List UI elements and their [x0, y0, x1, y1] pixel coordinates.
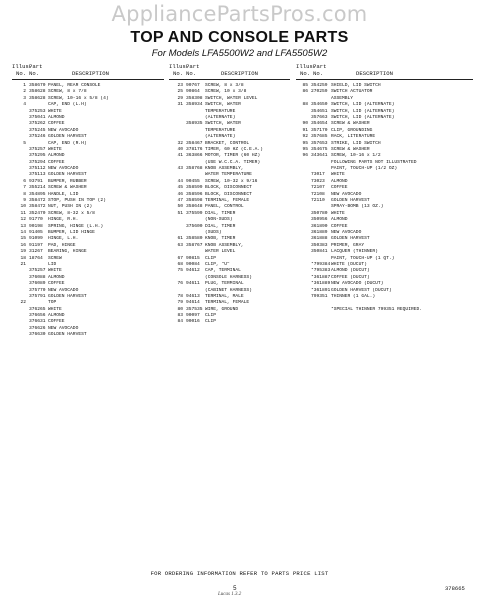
illus-number: 9: [23, 198, 26, 204]
part-number: 375246: [29, 134, 46, 140]
illus-number: 44: [177, 178, 183, 184]
part-description: NEW AVOCADO: [331, 191, 362, 197]
document-number: 378665: [445, 585, 465, 592]
part-number: 350841: [311, 249, 328, 255]
illus-number: 96: [302, 153, 308, 159]
part-description: WATER LEVEL: [205, 249, 236, 255]
part-description: RACK, LITERATURE: [331, 134, 376, 140]
part-description: COFFEE: [48, 319, 65, 325]
part-number: 354654: [311, 121, 328, 127]
header-no: No.: [173, 70, 184, 77]
part-description: *SPECIAL THINNER 799351 REQUIRED.: [331, 306, 422, 312]
part-description: ASSEMBLY: [331, 95, 354, 101]
illus-number: 85: [302, 83, 308, 88]
part-description: STRIKE, LID SWITCH: [331, 140, 381, 146]
page-number: 5: [233, 585, 237, 592]
part-number: 73023: [311, 178, 325, 184]
part-description: BUMPER, RUBBER: [48, 178, 87, 184]
part-description: NEW AVOCADO: [48, 166, 79, 172]
part-number: 361890: [311, 223, 328, 229]
part-description: ALMOND: [48, 114, 65, 120]
part-description: WHITE: [331, 210, 345, 216]
handwritten-scribble: Lucas 1.3.2: [218, 592, 242, 597]
part-description: SWITCH ACTUATOR: [331, 89, 373, 95]
column-header: [12, 64, 164, 80]
part-description: SCREW, 8-32 x 5/8: [48, 210, 95, 216]
part-description: (NON-SUDS): [205, 217, 233, 223]
part-number: 375257: [29, 268, 46, 274]
illus-number: 31: [177, 102, 183, 108]
part-description: SCREW, 10-16 x 1/2: [331, 153, 381, 159]
part-number: 90815: [186, 255, 200, 261]
part-description: COFFEE: [48, 121, 65, 127]
part-number: 358628: [29, 95, 46, 101]
part-description: COFFEE (DUCUT): [331, 274, 370, 280]
part-number: 354675: [311, 146, 328, 152]
header-part-no: No.: [186, 70, 197, 77]
part-description: NEW AVOCADO: [48, 287, 79, 293]
part-number: *795383: [311, 268, 331, 274]
part-number: 376631: [29, 319, 46, 325]
part-number: *361887: [311, 274, 331, 280]
illus-number: 12: [20, 217, 26, 223]
column-header: [296, 64, 473, 80]
part-description: ALMOND (DUCUT): [331, 268, 370, 274]
part-row: [296, 307, 473, 313]
part-number: 358472: [29, 204, 46, 210]
part-number: 358580: [186, 236, 203, 242]
illus-number: 1: [23, 83, 26, 88]
part-description: CAP, END (R.H): [48, 140, 87, 146]
part-description: GOLDEN HARVEST: [48, 172, 87, 178]
part-number: 350956: [311, 217, 328, 223]
illus-number: 14: [20, 229, 26, 235]
part-row: [12, 332, 164, 338]
part-number: 375791: [29, 293, 46, 299]
part-number: 343641: [311, 153, 328, 159]
part-number: 375294: [29, 159, 46, 165]
illus-number: 13: [20, 223, 26, 229]
part-description: COFFEE: [331, 185, 348, 191]
part-description: GOLDEN HARVEST: [48, 134, 87, 140]
illus-number: 88: [302, 102, 308, 108]
part-description: WATER TEMPERATURE: [205, 172, 252, 178]
illus-number: 16: [20, 242, 26, 248]
part-description: STOP, PUSH IN TOP (2): [48, 198, 106, 204]
part-number: 375600: [186, 223, 203, 229]
illus-number: 19: [20, 249, 26, 255]
part-number: 358472: [29, 198, 46, 204]
illus-number: 6: [23, 178, 26, 184]
illus-number: 78: [177, 293, 183, 299]
part-description: ALMOND: [48, 153, 65, 159]
part-description: SWITCH, WATER LEVEL: [205, 95, 258, 101]
illus-number: 8: [23, 191, 26, 197]
parts-list-2: [169, 83, 290, 326]
part-description: NEW AVOCADO: [48, 127, 79, 133]
part-number: 358648: [186, 204, 203, 210]
part-description: CAP, TERMINAL: [205, 268, 241, 274]
part-number: 90198: [29, 223, 43, 229]
part-number: 91405: [29, 229, 43, 235]
part-description: SPRAY-BOMB (13 OZ.): [331, 204, 384, 210]
part-description: WHITE (DUCUT): [331, 261, 367, 267]
header-description: DESCRIPTION: [221, 70, 258, 77]
illus-number: 92: [302, 134, 308, 140]
part-number: 358467: [186, 140, 203, 146]
illus-number: 68: [177, 261, 183, 267]
part-number: 357535: [186, 306, 203, 312]
part-description: BUMPER, LID HINGE: [48, 229, 95, 235]
part-description: CLIP: [205, 255, 217, 261]
parts-list-3: [296, 83, 473, 313]
part-number: 90455: [186, 178, 200, 184]
part-number: 90097: [186, 313, 200, 319]
part-description: THINNER (1 GAL.): [331, 293, 376, 299]
illus-number: 80: [177, 306, 183, 312]
header-part: Part: [29, 63, 43, 70]
part-description: GOLDEN HARVEST: [331, 198, 370, 204]
illus-number: [12, 332, 29, 338]
part-description: SCREW, 10-32 x 9/16: [205, 178, 258, 184]
part-number: 354895: [29, 191, 46, 197]
illus-number: 83: [177, 313, 183, 319]
part-description: BLOCK, DISCONNECT: [205, 191, 252, 197]
part-number: 94614: [186, 300, 200, 306]
part-description: SWITCH, WATER: [205, 102, 241, 108]
part-description: (SUDS): [205, 229, 222, 235]
part-number: 799351: [311, 293, 328, 299]
header-description: DESCRIPTION: [356, 70, 393, 77]
header-illus: Illus.: [296, 63, 317, 70]
part-description: SCREW & WASHER: [331, 121, 370, 127]
parts-column-3: [296, 64, 473, 313]
part-description: PAINT, TOUCH-UP (1/2 OZ): [331, 166, 398, 172]
illus-number: 23: [177, 83, 183, 88]
header-no: No.: [300, 70, 311, 77]
part-description: PLUG, TERMINAL: [205, 281, 244, 287]
illus-number: 79: [177, 300, 183, 306]
part-description: ALMOND: [331, 217, 348, 223]
part-number: 93791: [29, 178, 43, 184]
part-number: *361891: [311, 287, 331, 293]
ordering-note: FOR ORDERING INFORMATION REFER TO PARTS PRICE LIST: [150, 570, 329, 577]
part-description: COFFEE: [331, 223, 348, 229]
page-subtitle: For Models LFA5500W2 and LFA5505W2: [151, 48, 328, 59]
part-description: MOTOR, TIMER (60 HZ): [205, 153, 261, 159]
part-number: 354650: [311, 102, 328, 108]
part-number: 358768: [186, 166, 203, 172]
illus-number: 95: [302, 146, 308, 152]
part-description: LID: [48, 261, 57, 267]
part-description: SCREW, 8 x 3/8: [205, 83, 244, 88]
part-number: 350780: [311, 210, 328, 216]
illus-number: 4: [23, 102, 26, 108]
illus-number: [296, 307, 311, 313]
illus-number: 43: [177, 166, 183, 172]
illus-number: 32: [177, 140, 183, 146]
part-row: [169, 319, 290, 325]
illus-number: 10: [20, 204, 26, 210]
part-number: 94611: [186, 281, 200, 287]
part-description: GOLDEN HARVEST: [331, 236, 370, 242]
part-number: 358596: [186, 191, 203, 197]
part-description: ALMOND: [48, 313, 65, 319]
illus-number: 91: [302, 127, 308, 133]
part-number: 352470: [29, 210, 46, 216]
part-description: DIAL, TIMER: [205, 210, 236, 216]
part-number: 375770: [29, 287, 46, 293]
part-description: GOLDEN HARVEST: [48, 332, 87, 338]
part-number: 358308: [186, 95, 203, 101]
illus-number: 84: [177, 319, 183, 325]
part-description: BRACKET, CONTROL: [205, 140, 250, 146]
illus-number: 40: [177, 146, 183, 152]
illus-number: 22: [20, 300, 26, 306]
part-description: TEMPERATURE: [205, 108, 236, 114]
illus-number: 15: [20, 236, 26, 242]
header-description: DESCRIPTION: [72, 70, 109, 77]
part-description: NUT, PUSH IN (2): [48, 204, 93, 210]
part-number: 357653: [311, 140, 328, 146]
part-number: 94612: [186, 268, 200, 274]
part-description: PAINT, TOUCH-UP (1 QT.): [331, 255, 395, 261]
part-description: PANEL, REAR CONSOLE: [48, 83, 101, 88]
part-description: ALMOND: [331, 178, 348, 184]
illus-number: 11: [20, 210, 26, 216]
part-description: ALMOND: [48, 274, 65, 280]
part-number: 376656: [29, 313, 46, 319]
part-number: *361889: [311, 281, 331, 287]
part-number: 375112: [29, 166, 46, 172]
part-number: 90016: [186, 319, 200, 325]
part-description: WHITE: [48, 146, 62, 152]
illus-number: 41: [177, 153, 183, 159]
part-description: BEARING, HINGE: [48, 249, 87, 255]
part-number: 375295: [29, 153, 46, 159]
header-part-no: No.: [29, 70, 40, 77]
part-number: 363866: [186, 153, 203, 159]
illus-number: 90: [302, 121, 308, 127]
part-number: 18764: [29, 255, 43, 261]
part-description: SWITCH, LID (ALTERNATE): [331, 114, 395, 120]
part-description: (CABINET HARNESS): [205, 287, 252, 293]
part-description: SWITCH, LID (ALTERNATE): [331, 108, 395, 114]
part-number: 90084: [186, 261, 200, 267]
part-description: NEW AVOCADO: [48, 325, 79, 331]
illus-number: 75: [177, 268, 183, 274]
part-description: SCREW & WASHER: [48, 185, 87, 191]
header-no: No.: [16, 70, 27, 77]
part-number: 376630: [29, 332, 46, 338]
part-number: 378176: [186, 146, 203, 152]
part-description: PRIMER, GRAY: [331, 242, 365, 248]
part-description: WHITE: [48, 268, 62, 274]
part-number: [311, 307, 331, 313]
illus-number: 63: [177, 242, 183, 248]
part-number: 358628: [29, 89, 46, 95]
illus-number: 18: [20, 255, 26, 261]
parts-column-1: [12, 64, 164, 339]
part-number: 375262: [29, 121, 46, 127]
part-number: 375113: [29, 172, 46, 178]
part-description: CLIP: [205, 313, 217, 319]
part-number: 91197: [29, 242, 43, 248]
part-description: WIRE, GROUND: [205, 306, 239, 312]
part-description: FOLLOWING PARTS NOT ILLUSTRATED: [331, 159, 417, 165]
part-number: 90864: [186, 89, 200, 95]
illus-number: 86: [302, 89, 308, 95]
part-number: 350383: [311, 242, 328, 248]
part-description: SWITCH, WATER: [205, 121, 241, 127]
watermark: AppliancePartsPros.com: [111, 2, 368, 26]
illus-number: 21: [20, 261, 26, 267]
part-number: 376626: [29, 325, 46, 331]
part-description: CAP, END (L.H): [48, 102, 87, 108]
part-description: TIMER, 60 HZ (C.E.A.): [205, 146, 263, 152]
part-description: (ALTERNATE): [205, 134, 236, 140]
part-description: (USE W.C.C.A. TIMER): [205, 159, 261, 165]
part-description: SPRING, HINGE (L.H.): [48, 223, 104, 229]
part-number: 375257: [29, 146, 46, 152]
part-description: SHIELD, LID SWITCH: [331, 83, 381, 88]
part-number: 94613: [186, 293, 200, 299]
part-description: NEW AVOCADO (DUCUT): [331, 281, 384, 287]
header-part: Part: [313, 63, 327, 70]
header-illus: Illus.: [169, 63, 190, 70]
part-number: 375041: [29, 114, 46, 120]
part-number: 90767: [186, 83, 200, 88]
part-description: PANEL, CONTROL: [205, 204, 244, 210]
part-description: (CONSOLE HARNESS): [205, 274, 252, 280]
part-description: TOP: [48, 300, 57, 306]
part-description: GOLDEN HARVEST: [48, 293, 87, 299]
part-description: TERMINAL, MALE: [205, 293, 244, 299]
part-description: TERMINAL, FEMALE: [205, 198, 250, 204]
part-description: TERMINAL, FEMALE: [205, 300, 250, 306]
parts-column-2: [169, 64, 290, 326]
part-number: 357663: [311, 114, 328, 120]
part-description: CLIP: [205, 319, 217, 325]
part-number: 72107: [311, 185, 325, 191]
part-number: 91770: [29, 217, 43, 223]
part-number: 358767: [186, 242, 203, 248]
header-part-no: No.: [313, 70, 324, 77]
part-number: 354259: [311, 83, 328, 88]
header-part: Part: [186, 63, 200, 70]
illus-number: 5: [23, 140, 26, 146]
part-description: COFFEE: [48, 281, 65, 287]
part-number: 73017: [311, 172, 325, 178]
illus-number: 45: [177, 185, 183, 191]
part-description: WHITE: [48, 306, 62, 312]
part-number: 376265: [29, 306, 46, 312]
part-number: 358599: [186, 185, 203, 191]
page-title: TOP AND CONSOLE PARTS: [130, 29, 349, 46]
part-description: LACQUER (THINNER): [331, 249, 378, 255]
illus-number: 7: [23, 185, 26, 191]
part-number: 376088: [29, 274, 46, 280]
illus-number: 46: [177, 191, 183, 197]
part-description: SCREW & WASHER: [331, 146, 370, 152]
part-number: *799384: [311, 261, 331, 267]
part-number: 375253: [29, 108, 46, 114]
column-header: [169, 64, 290, 80]
part-description: SCREW, 10 x 3/8: [205, 89, 247, 95]
illus-number: 67: [177, 255, 183, 261]
part-description: HANDLE, LID: [48, 191, 79, 197]
part-number: 358935: [186, 121, 203, 127]
part-description: (ALTERNATE): [205, 114, 236, 120]
part-number: 31267: [29, 249, 43, 255]
part-number: 358934: [186, 102, 203, 108]
part-number: 376089: [29, 281, 46, 287]
part-description: DIAL, TIMER: [205, 223, 236, 229]
part-description: WHITE: [48, 108, 62, 114]
part-number: 358670: [29, 83, 46, 88]
part-description: COFFEE: [48, 159, 65, 165]
part-number: 357170: [311, 127, 328, 133]
part-description: CLIP, GROUNDING: [331, 127, 373, 133]
part-description: SWITCH, LID (ALTERNATE): [331, 102, 395, 108]
part-number: 358598: [186, 198, 203, 204]
part-description: SCREW: [48, 255, 62, 261]
part-number: 270259: [311, 89, 328, 95]
illus-number: 51: [177, 210, 183, 216]
part-description: HINGE, R.H.: [48, 217, 79, 223]
part-description: TEMPERATURE: [205, 127, 236, 133]
illus-number: 61: [177, 236, 183, 242]
part-description: PAD, HINGE: [48, 242, 76, 248]
illus-number: 2: [23, 89, 26, 95]
illus-number: 3: [23, 95, 26, 101]
illus-number: 50: [177, 204, 183, 210]
part-description: KNOB, TIMER: [205, 236, 236, 242]
part-description: NEW AVOCADO: [331, 229, 362, 235]
part-number: 91099: [29, 236, 43, 242]
part-number: 357685: [311, 134, 328, 140]
illus-number: 47: [177, 198, 183, 204]
part-number: 355214: [29, 185, 46, 191]
part-description: BLOCK, DISCONNECT: [205, 185, 252, 191]
part-number: 375245: [29, 127, 46, 133]
part-number: 72110: [311, 198, 325, 204]
part-description: SCREW, 8 x 7/8: [48, 89, 87, 95]
part-description: CLIP, "U": [205, 261, 230, 267]
part-description: SCREW, 10-16 x 5/8 (4): [48, 95, 109, 101]
parts-list-1: [12, 83, 164, 339]
part-number: 354651: [311, 108, 328, 114]
part-description: WHITE: [331, 172, 345, 178]
part-number: 361888: [311, 236, 328, 242]
illus-number: 25: [177, 89, 183, 95]
part-number: 361889: [311, 229, 328, 235]
illus-number: 95: [302, 140, 308, 146]
illus-number: 29: [177, 95, 183, 101]
part-description: HINGE, L.H.: [48, 236, 79, 242]
part-number: 375599: [186, 210, 203, 216]
illus-number: 76: [177, 281, 183, 287]
part-number: 72108: [311, 191, 325, 197]
part-description: KNOB ASSEMBLY,: [205, 166, 244, 172]
part-description: KNOB ASSEMBLY,: [205, 242, 244, 248]
header-illus: Illus.: [12, 63, 33, 70]
part-description: GOLDEN HARVEST (DUCUT): [331, 287, 392, 293]
